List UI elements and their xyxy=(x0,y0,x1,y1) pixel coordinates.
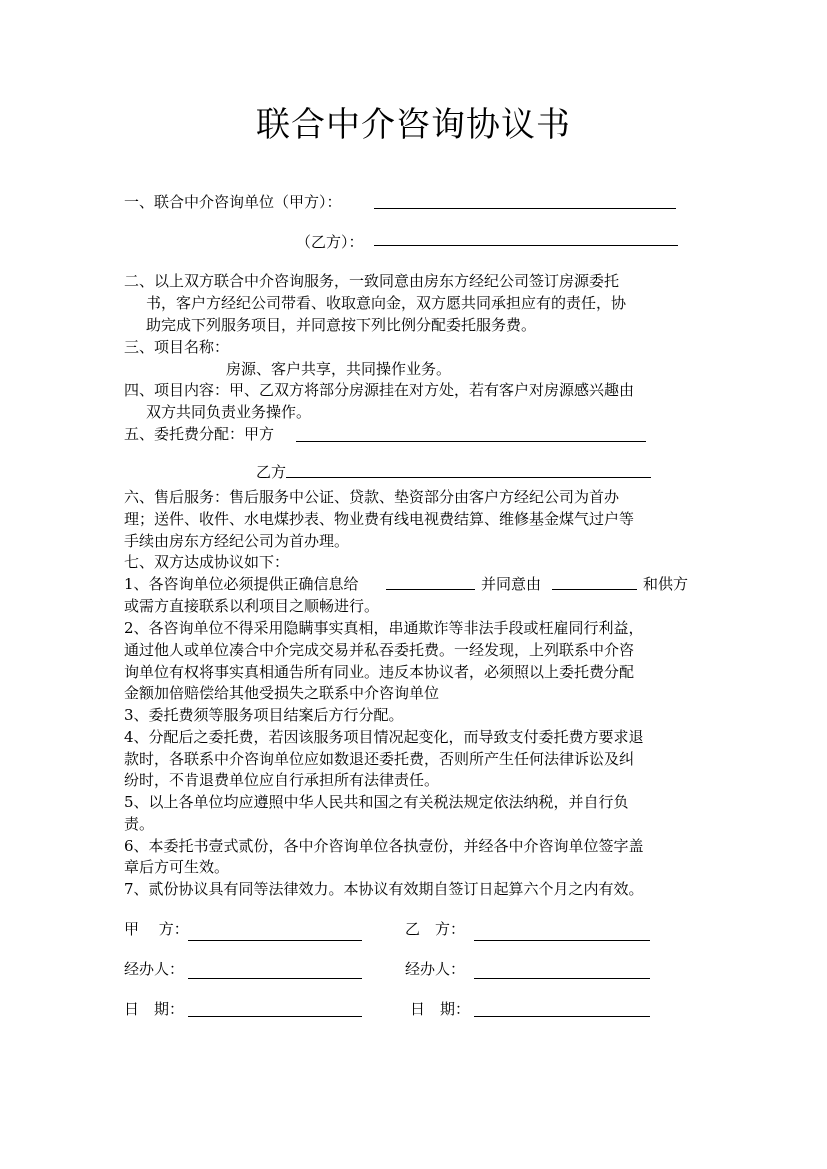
section-2-line-2: 书，客户方经纪公司带看、收取意向金，双方愿共同承担应有的责任，协 xyxy=(146,294,627,312)
item-2-line-2: 通过他人或单位凑合中介完成交易并私吞委托费。一经发现，上列联系中介咨 xyxy=(124,641,635,659)
section-6-line-2: 理；送件、收件、水电煤抄表、物业费有线电视费结算、维修基金煤气过户等 xyxy=(124,510,635,528)
item-2-line-4: 金额加倍赔偿给其他受损失之联系中介咨询单位 xyxy=(124,684,440,702)
fee-share-b-blank[interactable] xyxy=(286,477,651,478)
item-5-line-2: 责。 xyxy=(124,815,155,833)
party-b-signature-label: 乙 方： xyxy=(405,920,466,938)
party-a-signature-label: 甲 方： xyxy=(124,920,189,938)
section-2-line-1: 二、以上双方联合中介咨询服务，一致同意由房东方经纪公司签订房源委托 xyxy=(124,272,620,290)
item-1-part-d: 或需方直接联系以利项目之顺畅进行。 xyxy=(124,597,380,615)
section-3-heading: 三、项目名称： xyxy=(124,338,230,356)
party-a-label: 一、联合中介咨询单位（甲方）： xyxy=(124,193,342,211)
party-b-agent-label: 经办人： xyxy=(405,960,466,978)
item-2-line-1: 2、各咨询单位不得采用隐瞒事实真相，串通欺诈等非法手段或枉雇同行利益， xyxy=(124,619,644,637)
section-5-label-b: 乙方 xyxy=(256,463,287,481)
section-6-line-1: 六、售后服务：售后服务中公证、贷款、垫资部分由客户方经纪公司为首办 xyxy=(124,488,620,506)
section-2-line-3: 助完成下列服务项目，并同意按下列比例分配委托服务费。 xyxy=(146,316,537,334)
party-b-label: （乙方）： xyxy=(296,233,364,251)
party-a-agent-label: 经办人： xyxy=(124,960,185,978)
item-5-line-1: 5、以上各单位均应遵照中华人民共和国之有关税法规定依法纳税，并自行负 xyxy=(124,793,629,811)
item-4-line-3: 纷时，不肯退费单位应自行承担所有法律责任。 xyxy=(124,771,440,789)
item-3: 3、委托费须等服务项目结案后方行分配。 xyxy=(124,706,404,724)
item-1-part-c: 和供方 xyxy=(643,575,689,593)
section-3-content: 房源、客户共享，共同操作业务。 xyxy=(226,360,452,378)
item-6-line-2: 章后方可生效。 xyxy=(124,858,230,876)
document-title: 联合中介咨询协议书 xyxy=(256,105,571,145)
party-a-date-blank[interactable] xyxy=(188,1016,362,1017)
party-b-name-blank[interactable] xyxy=(374,245,678,246)
item-1-blank-2[interactable] xyxy=(552,589,637,590)
section-7-heading: 七、双方达成协议如下： xyxy=(124,553,290,571)
item-1-part-b: 并同意由 xyxy=(481,575,542,593)
party-b-date-blank[interactable] xyxy=(474,1016,650,1017)
section-6-line-3: 手续由房东方经纪公司为首办理。 xyxy=(124,532,350,550)
party-a-signature-blank[interactable] xyxy=(188,940,362,941)
item-6-line-1: 6、本委托书壹式贰份，各中介咨询单位各执壹份，并经各中介咨询单位签字盖 xyxy=(124,837,644,855)
fee-share-a-blank[interactable] xyxy=(296,441,646,442)
party-b-signature-blank[interactable] xyxy=(474,940,650,941)
item-2-line-3: 询单位有权将事实真相通告所有同业。违反本协议者，必须照以上委托费分配 xyxy=(124,663,635,681)
item-1-blank-1[interactable] xyxy=(386,589,475,590)
section-5-label-a: 五、委托费分配：甲方 xyxy=(124,425,275,443)
section-4-line-2: 双方共同负责业务操作。 xyxy=(146,403,312,421)
item-1-part-a: 1、各咨询单位必须提供正确信息给 xyxy=(124,575,359,593)
item-4-line-1: 4、分配后之委托费，若因该服务项目情况起变化，而导致支付委托费方要求退 xyxy=(124,728,644,746)
party-a-name-blank[interactable] xyxy=(374,208,676,209)
section-4-line-1: 四、项目内容：甲、乙双方将部分房源挂在对方处，若有客户对房源感兴趣由 xyxy=(124,381,635,399)
item-7: 7、贰份协议具有同等法律效力。本协议有效期自签订日起算六个月之内有效。 xyxy=(124,880,644,898)
item-4-line-2: 款时，各联系中介咨询单位应如数退还委托费，否则所产生任何法律诉讼及纠 xyxy=(124,750,635,768)
party-b-date-label: 日 期： xyxy=(410,1000,471,1018)
party-b-agent-blank[interactable] xyxy=(474,978,650,979)
party-a-agent-blank[interactable] xyxy=(188,978,362,979)
party-a-date-label: 日 期： xyxy=(124,1000,185,1018)
